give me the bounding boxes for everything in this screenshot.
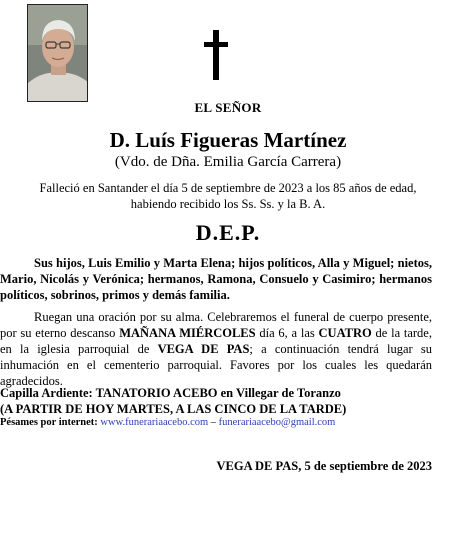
widower-of: (Vdo. de Dña. Emilia García Carrera) xyxy=(114,154,342,170)
death-notice-line-1: Falleció en Santander el día 5 de septiembre de 2023 a los 85 años de edad, xyxy=(39,181,417,195)
service-day: MAÑANA MIÉRCOLES xyxy=(119,326,256,340)
chapel-line: Capilla Ardiente: TANATORIO ACEBO en Villegar de Toranzo xyxy=(0,386,341,400)
service-text-4: ; a continuación tendrá lugar su inhumación en el cementerio parroquial. Favores por los cuales les quedarán agradecidos. xyxy=(0,342,432,388)
visiting-hours-line: (A PARTIR DE HOY MARTES, A LAS CINCO DE LA TARDE) xyxy=(0,402,347,416)
service-paragraph xyxy=(0,309,432,389)
title: EL SEÑOR xyxy=(194,100,262,115)
service-text-1: Ruegan una oración por su alma. Celebraremos el funeral de cuerpo presente, por su eterno descanso xyxy=(0,310,432,340)
website-link[interactable]: www.funerariaacebo.com xyxy=(100,417,209,428)
service-text-2: día 6, a las xyxy=(255,326,319,340)
condolences-separator: – xyxy=(208,417,219,428)
dep-heading: D.E.P. xyxy=(195,220,261,245)
family-paragraph xyxy=(0,255,432,303)
condolences-line xyxy=(0,417,335,428)
cross-icon xyxy=(196,30,236,80)
service-place: VEGA DE PAS xyxy=(157,342,250,356)
place-and-date: VEGA DE PAS, 5 de septiembre de 2023 xyxy=(216,459,432,473)
portrait-photo xyxy=(27,4,88,102)
condolences-label: Pésames por internet: xyxy=(0,417,98,428)
portrait-illustration xyxy=(28,5,88,102)
service-text-3: de la tarde, en la iglesia parroquial de xyxy=(0,326,432,356)
deceased-name: D. Luís Figueras Martínez xyxy=(109,128,347,152)
email-link[interactable]: funerariaacebo@gmail.com xyxy=(218,417,336,428)
death-notice-line-2: habiendo recibido los Ss. Ss. y la B. A. xyxy=(130,197,326,211)
family-text: Sus hijos, Luis Emilio y Marta Elena; hijos políticos, Alla y Miguel; nietos, Mario, Nicolás y Verónica; hermanos, Ramona, Consuelo y Casimiro; hermanos políticos, sobrinos, primos y demás familia. xyxy=(0,256,432,302)
service-hour: CUATRO xyxy=(318,326,372,340)
